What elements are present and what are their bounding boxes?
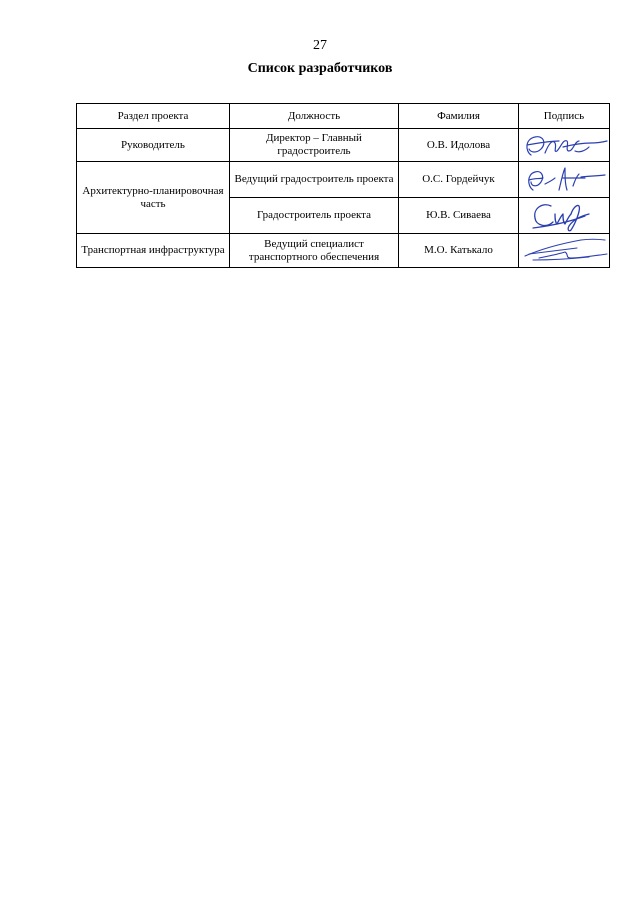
signature-icon xyxy=(519,162,610,198)
table-row xyxy=(77,162,610,198)
cell-signature xyxy=(519,129,610,162)
cell-signature xyxy=(519,234,610,268)
signature-icon xyxy=(519,234,610,268)
cell-surname: О.В. Идолова xyxy=(399,129,519,162)
cell-section: Архитектурно-планировочная часть xyxy=(77,162,230,234)
page-number: 27 xyxy=(313,38,327,53)
developers-table xyxy=(76,103,610,268)
header-signature: Подпись xyxy=(519,104,610,129)
cell-surname: Ю.В. Сиваева xyxy=(399,198,519,234)
cell-position: Градостроитель проекта xyxy=(230,198,399,234)
table-header-row xyxy=(77,104,610,129)
cell-position: Ведущий градостроитель проекта xyxy=(230,162,399,198)
cell-signature xyxy=(519,162,610,198)
cell-surname: О.С. Гордейчук xyxy=(399,162,519,198)
cell-position: Ведущий специалист транспортного обеспечения xyxy=(230,234,399,268)
cell-position: Директор – Главный градостроитель xyxy=(230,129,399,162)
table-row xyxy=(77,234,610,268)
cell-section: Транспортная инфраструктура xyxy=(77,234,230,268)
cell-surname: М.О. Катькало xyxy=(399,234,519,268)
header-surname: Фамилия xyxy=(399,104,519,129)
cell-section: Руководитель xyxy=(77,129,230,162)
signature-icon xyxy=(519,129,610,162)
table-row xyxy=(77,129,610,162)
header-section: Раздел проекта xyxy=(77,104,230,129)
signature-icon xyxy=(519,198,610,234)
cell-signature xyxy=(519,198,610,234)
page-title: Список разработчиков xyxy=(247,61,393,76)
header-position: Должность xyxy=(230,104,399,129)
